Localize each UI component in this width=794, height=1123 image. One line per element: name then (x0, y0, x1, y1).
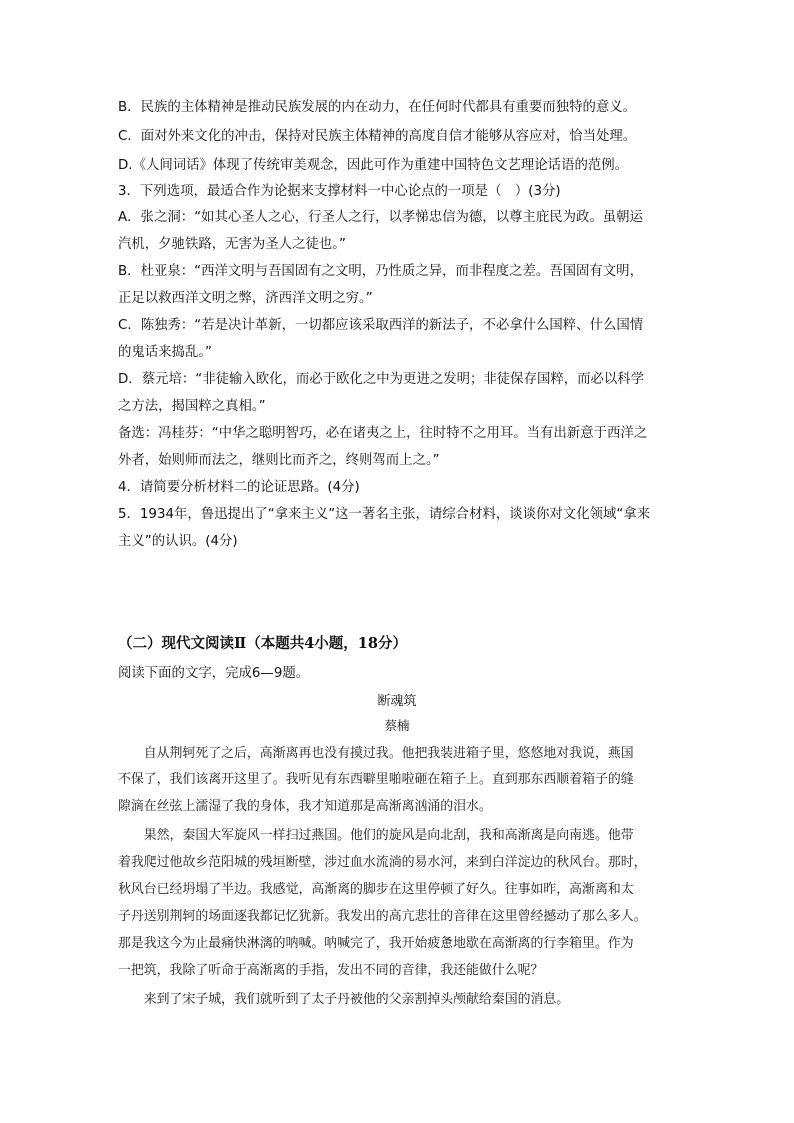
question-3: 3．下列选项，最适合作为论据来支撑材料一中心论点的一项是（ ）(3分) (118, 184, 561, 199)
choice-a-line-2: 汽机，夕驰铁路，无害为圣人之徒也。” (118, 237, 346, 252)
option-c-line: C．面对外来文化的冲击，保持对民族主体精神的高度自信才能够从容应对，恰当处理。 (118, 129, 637, 144)
story-line: 隙滴在丝弦上濡湿了我的身体，我才知道那是高渐离汹涌的泪水。 (118, 799, 492, 814)
story-author: 蔡楠 (384, 718, 410, 733)
story-line: 那是我这今为止最痛快淋漓的呐喊。呐喊完了，我开始疲惫地歇在高渐离的行李箱里。作为 (118, 936, 634, 951)
option-d-line: D.《人间词话》体现了传统审美观念，因此可作为重建中国特色文艺理论话语的范例。 (118, 158, 629, 173)
section-instruction: 阅读下面的文字，完成6—9题。 (118, 666, 310, 681)
choice-d-line-1: D．蔡元培：“非徒输入欧化，而必于欧化之中为更进之发明；非徒保存国粹，而必以科学 (118, 372, 645, 387)
alternate-line-1: 备选：冯桂芬：“中华之聪明智巧，必在诸夷之上，往时特不之用耳。当有出新意于西洋之 (118, 426, 648, 441)
choice-b-line-1: B．杜亚泉：“西洋文明与吾国固有之文明，乃性质之异，而非程度之差。吾国固有文明， (118, 264, 643, 279)
question-5-line-2: 主义”的认识。(4分) (118, 534, 238, 549)
story-line: 着我爬过他故乡范阳城的残垣断壁，涉过血水流淌的易水河，来到白洋淀边的秋风台。那时， (118, 855, 647, 870)
choice-d-line-2: 之方法，揭国粹之真相。” (118, 399, 266, 414)
choice-c-line-1: C．陈独秀：“若是决计革新，一切都应该采取西洋的新法子，不必拿什么国粹、什么国情 (118, 318, 644, 333)
story-line: 自从荆轲死了之后，高渐离再也没有摸过我。他把我装进箱子里，悠悠地对我说，燕国 (118, 746, 634, 761)
question-4: 4．请简要分析材料二的论证思路。(4分) (118, 480, 360, 495)
story-line: 不保了，我们该离开这里了。我听见有东西噼里啪啦砸在箱子上。直到那东西顺着箱子的缝 (118, 772, 634, 787)
choice-c-line-2: 的鬼话来捣乱。” (118, 345, 212, 360)
option-b-line: B．民族的主体精神是推动民族发展的内在动力，在任何时代都具有重要而独特的意义。 (118, 100, 637, 115)
story-line: 子丹送别荆轲的场面逐我都记忆犹新。我发出的高亢悲壮的音律在这里曾经撼动了那么多人。 (118, 909, 647, 924)
choice-a-line-1: A．张之洞：“如其心圣人之心，行圣人之行，以孝悌忠信为德，以尊主庇民为政。虽朝运 (118, 210, 643, 225)
story-line: 秋风台已经坍塌了半边。我感觉，高渐离的脚步在这里停顿了好久。往事如昨，高渐离和太 (118, 882, 634, 897)
story-line: 来到了宋子城，我们就听到了太子丹被他的父亲割掉头颅献给秦国的消息。 (118, 992, 570, 1007)
question-5-line-1: 5．1934年，鲁迅提出了“拿来主义”这一著名主张，请综合材料，谈谈你对文化领域“拿来 (118, 507, 651, 522)
story-title: 断魂筑 (377, 694, 417, 709)
story-line: 果然，秦国大军旋风一样扫过燕国。他们的旋风是向北刮，我和高渐离是向南逃。他带 (118, 828, 634, 843)
story-line: 一把筑，我除了听命于高渐离的手指，发出不同的音律，我还能做什么呢？ (118, 963, 544, 978)
section-title: （二）现代文阅读Ⅱ（本题共4小题，18分） (118, 635, 407, 652)
alternate-line-2: 外者，始则师而法之，继则比而齐之，终则驾而上之。” (118, 453, 440, 468)
choice-b-line-2: 正足以救西洋文明之弊，济西洋文明之穷。” (118, 291, 373, 306)
